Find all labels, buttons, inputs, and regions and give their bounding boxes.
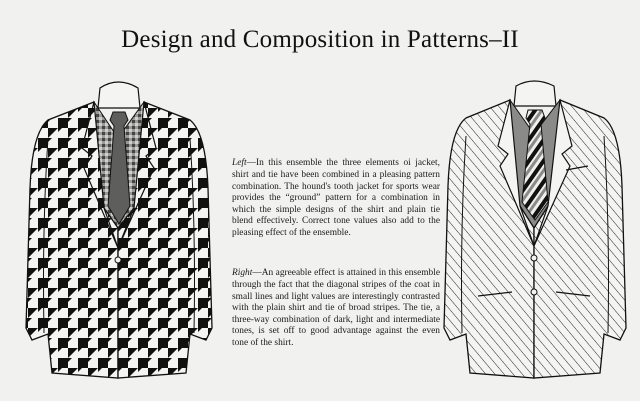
houndstooth-jacket-illustration [18, 78, 218, 383]
caption-right-text: —An agreeable effect is attained in this ensemble through the fact that the diagonal stripes of the coat in small lines and light values are interestingly contrasted with the plain shirt and tie of broad stripes. The tie, a three-way combination of dark, light and intermediate tones, is set off to good advantage against the even tone of the shirt. [232, 268, 440, 348]
caption-right-lead: Right [232, 268, 253, 279]
jacket-button-upper [531, 255, 537, 261]
page-title: Design and Composition in Patterns–II [121, 25, 519, 53]
striped-jacket-illustration [438, 78, 630, 383]
caption-left [232, 158, 440, 239]
neck-outline [98, 82, 140, 108]
caption-left-lead: Left [232, 158, 247, 169]
jacket-button [115, 257, 121, 263]
jacket-button-lower [531, 289, 537, 295]
caption-right [232, 268, 440, 349]
neck-outline-right [514, 81, 556, 106]
caption-left-text: —In this ensemble the three elements oi jacket, shirt and tie have been combined in a pleasing pattern combination. The hound's tooth jacket for sports wear provides the “ground” pattern for a combination in which the simple designs of the shirt and plain tie blend effectively. Correct tone values also add to the pleasing effect of the ensemble. [232, 158, 440, 238]
